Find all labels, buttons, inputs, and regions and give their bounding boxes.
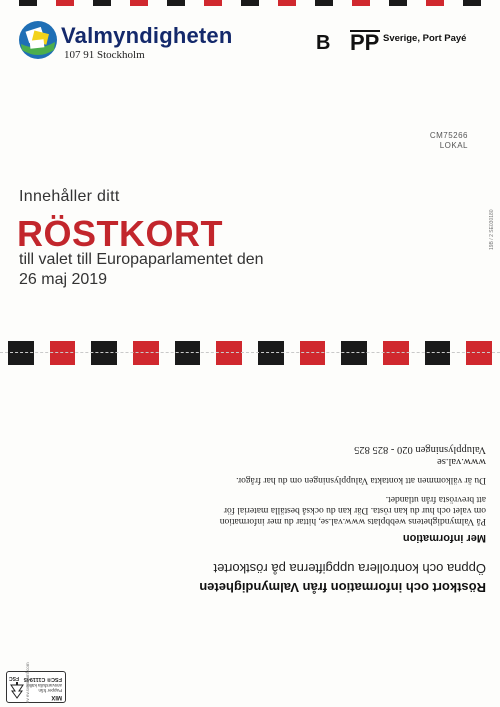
- routing-area: LOKAL: [439, 141, 468, 150]
- subtitle-line-1: till valet till Europaparlamentet den: [19, 251, 264, 268]
- middle-stripe: [0, 341, 500, 365]
- routing-code: CM75266: [429, 131, 468, 140]
- more-info-heading: Mer information: [402, 532, 486, 544]
- valmyndigheten-ballot-logo: [18, 20, 58, 60]
- page-title: RÖSTKORT: [17, 213, 223, 254]
- side-code: 19B / 2 SE030180: [489, 209, 495, 250]
- subtitle-line-2: 26 maj 2019: [19, 271, 108, 288]
- fold-line: [0, 352, 500, 353]
- printer-code: ev ev.svenkamf.com: [25, 662, 30, 703]
- fsc-code: FSC® C111945: [23, 676, 62, 682]
- website-link[interactable]: www.val.se: [437, 456, 486, 467]
- flap-intro: Öppna och kontrollera uppgifterna på röstkortet: [213, 561, 486, 576]
- fsc-tree-icon: [10, 681, 24, 699]
- postage-class: B: [316, 32, 331, 54]
- info-text-line: att brevrösta från utlandet.: [385, 494, 486, 504]
- info-text-line: om valet och hur du kan rösta. Där kan du också beställa material för: [223, 505, 486, 515]
- postage-text: Sverige, Port Payé: [383, 33, 467, 44]
- info-text-line: På Valmyndighetens webbplats www.val.se, hittar du mer information: [219, 516, 486, 526]
- sender-address: 107 91 Stockholm: [64, 49, 145, 61]
- fsc-logo-label: FSC: [9, 675, 19, 681]
- sender-name: Valmyndigheten: [61, 23, 233, 48]
- contains-label: Innehåller ditt: [19, 188, 120, 205]
- fsc-paper-text: Papper från: [38, 688, 62, 693]
- info-text-line: Du är välkommen att kontakta Valupplysningen om du har frågor.: [236, 475, 486, 485]
- fsc-mix-label: MIX: [51, 694, 62, 700]
- fsc-paper-text: ansvarsfulla källor: [25, 683, 62, 688]
- fsc-certification-box: [6, 671, 66, 703]
- top-stripe: [0, 0, 500, 6]
- postage-mark: PP: [350, 30, 380, 55]
- flap-heading: Röstkort och information från Valmyndigheten: [199, 580, 486, 595]
- phone-number: Valupplysningen 020 - 825 825: [354, 444, 486, 455]
